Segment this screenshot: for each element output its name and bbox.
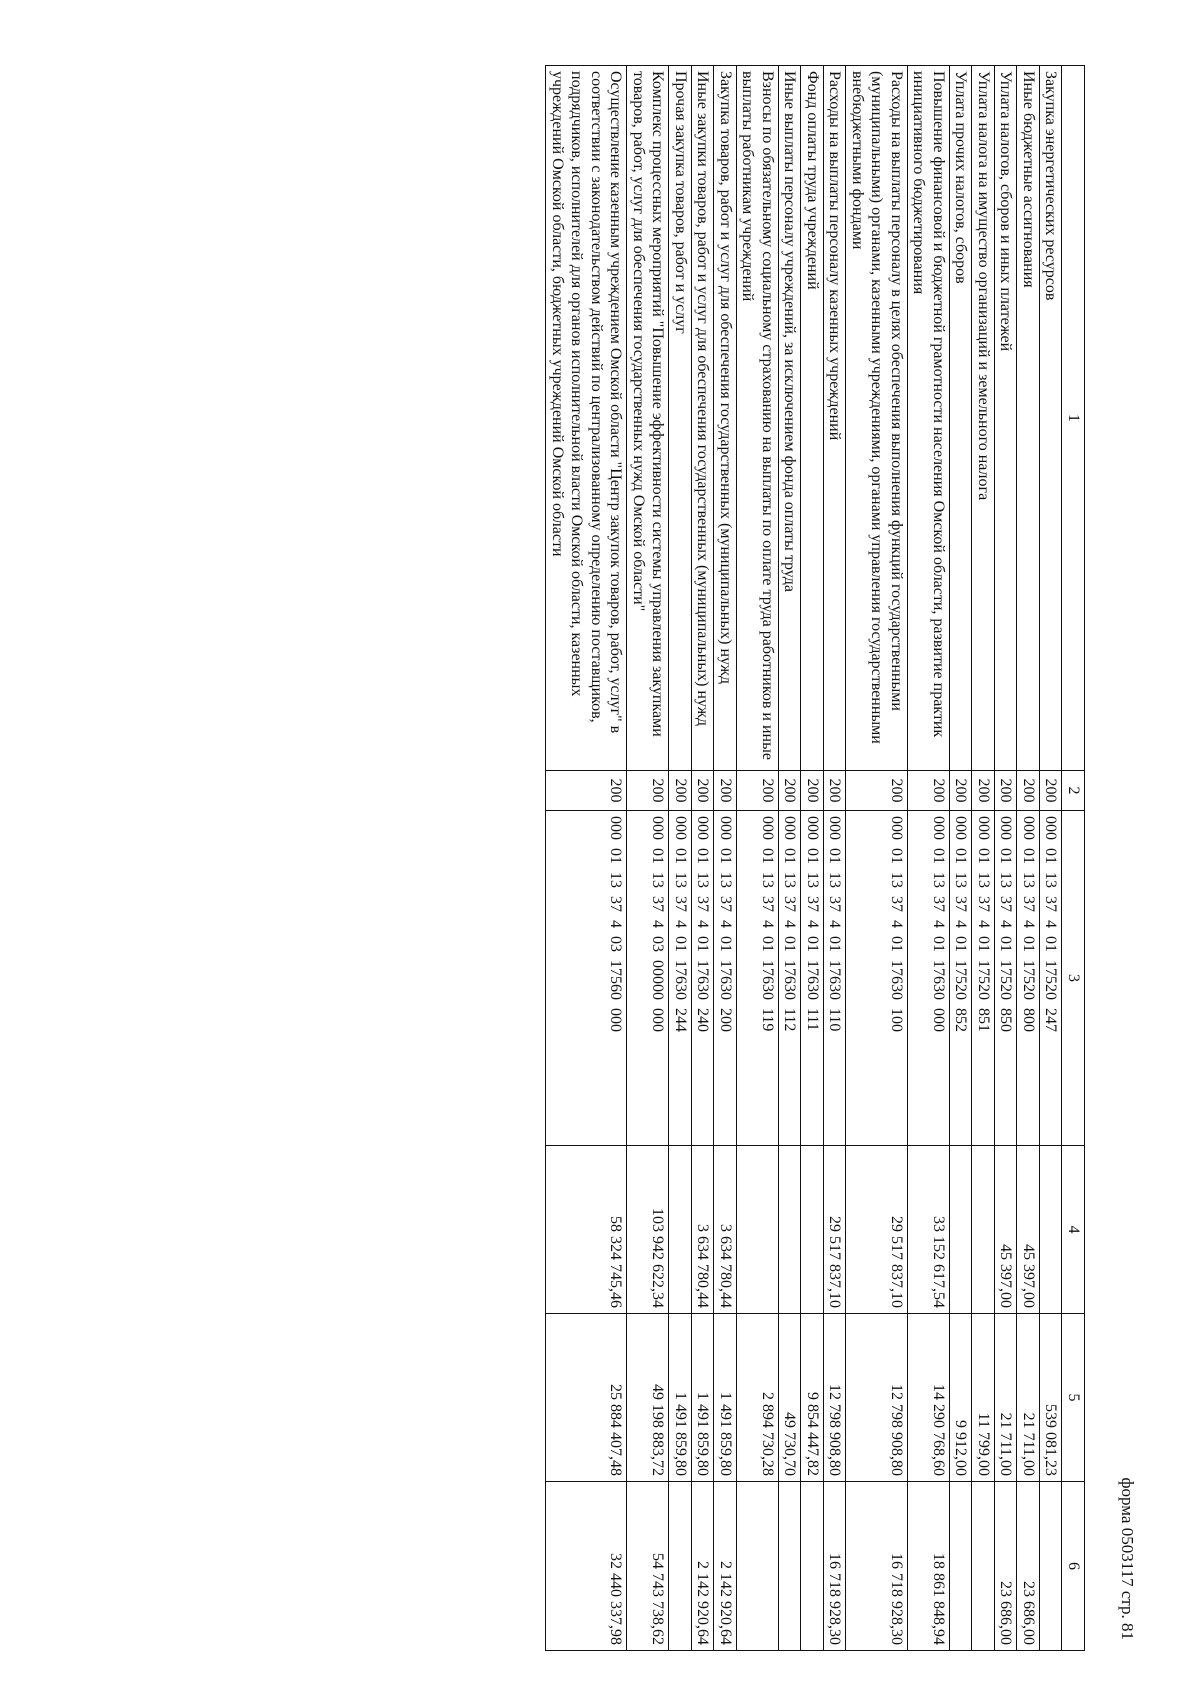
row-kbk: 000 01 13 37 4 01 17630 200	[714, 811, 737, 1146]
row-executed: 1 491 859,80	[669, 1314, 692, 1482]
row-unexecuted: 16 718 928,30	[846, 1482, 908, 1651]
row-unexecuted	[801, 1482, 824, 1651]
row-code: 200	[907, 771, 949, 811]
row-kbk: 000 01 13 37 4 03 17560 000	[546, 811, 627, 1146]
row-name: Осуществление казенным учреждением Омской области "Центр закупок товаров, работ, услуг" в соответствии с законодательством действий по централизованному определению поставщиков, подрядчиков, исполнителей для органов исполнительной власти Омской области, казенных учреждений Омской области, бюджетных учреждений Омской области	[546, 66, 627, 771]
column-header: 4	[1062, 1146, 1085, 1314]
row-code: 200	[778, 771, 801, 811]
row-kbk: 000 01 13 37 4 01 17630 111	[801, 811, 824, 1146]
row-unexecuted: 23 686,00	[1017, 1482, 1040, 1651]
row-kbk: 000 01 13 37 4 01 17630 244	[669, 811, 692, 1146]
row-unexecuted	[949, 1482, 972, 1651]
row-name: Уплата прочих налогов, сборов	[949, 66, 972, 771]
row-name: Иные выплаты персоналу учреждений, за исключением фонда оплаты труда	[778, 66, 801, 771]
table-row	[972, 66, 995, 1651]
row-unexecuted	[1039, 1482, 1062, 1651]
row-code: 200	[823, 771, 846, 811]
row-kbk: 000 01 13 37 4 01 17630 240	[691, 811, 714, 1146]
row-approved: 103 942 622,34	[627, 1146, 669, 1314]
row-kbk: 000 01 13 37 4 01 17630 119	[736, 811, 778, 1146]
row-kbk: 000 01 13 37 4 01 17520 800	[1017, 811, 1040, 1146]
table-row	[949, 66, 972, 1651]
report-table	[545, 65, 1085, 1651]
row-code: 200	[972, 771, 995, 811]
row-executed: 21 711,00	[1017, 1314, 1040, 1482]
row-code: 200	[736, 771, 778, 811]
row-approved	[949, 1146, 972, 1314]
row-code: 200	[691, 771, 714, 811]
row-approved: 58 324 745,46	[546, 1146, 627, 1314]
row-kbk: 000 01 13 37 4 01 17630 110	[823, 811, 846, 1146]
row-name: Расходы на выплаты персоналу казенных учреждений	[823, 66, 846, 771]
row-unexecuted: 16 718 928,30	[823, 1482, 846, 1651]
row-kbk: 000 01 13 37 4 01 17520 852	[949, 811, 972, 1146]
row-approved: 33 152 617,54	[907, 1146, 949, 1314]
row-code: 200	[627, 771, 669, 811]
row-executed: 1 491 859,80	[714, 1314, 737, 1482]
row-name: Прочая закупка товаров, работ и услуг	[669, 66, 692, 771]
table-row	[669, 66, 692, 1651]
row-approved: 29 517 837,10	[846, 1146, 908, 1314]
row-kbk: 000 01 13 37 4 01 17520 850	[994, 811, 1017, 1146]
row-executed: 49 198 883,72	[627, 1314, 669, 1482]
row-code: 200	[1017, 771, 1040, 811]
report-body	[546, 66, 1062, 1651]
row-code: 200	[801, 771, 824, 811]
row-approved: 45 397,00	[994, 1146, 1017, 1314]
row-unexecuted	[972, 1482, 995, 1651]
row-unexecuted: 54 743 738,62	[627, 1482, 669, 1651]
row-executed: 25 884 407,48	[546, 1314, 627, 1482]
column-header: 3	[1062, 811, 1085, 1146]
row-approved	[972, 1146, 995, 1314]
table-row	[846, 66, 908, 1651]
table-row	[994, 66, 1017, 1651]
row-name: Уплата налогов, сборов и иных платежей	[994, 66, 1017, 771]
row-approved: 3 634 780,44	[714, 1146, 737, 1314]
table-row	[1039, 66, 1062, 1651]
row-name: Закупка товаров, работ и услуг для обеспечения государственных (муниципальных) нужд	[714, 66, 737, 771]
table-row	[1017, 66, 1040, 1651]
row-approved	[1039, 1146, 1062, 1314]
row-approved	[801, 1146, 824, 1314]
row-kbk: 000 01 13 37 4 03 00000 000	[627, 811, 669, 1146]
row-kbk: 000 01 13 37 4 01 17630 100	[846, 811, 908, 1146]
row-name: Повышение финансовой и бюджетной грамотности населения Омской области, развитие практик инициативного бюджетирования	[907, 66, 949, 771]
row-kbk: 000 01 13 37 4 01 17630 000	[907, 811, 949, 1146]
row-executed: 1 491 859,80	[691, 1314, 714, 1482]
form-label: форма 0503117 стр. 81	[1118, 1477, 1137, 1640]
row-approved	[736, 1146, 778, 1314]
column-header: 1	[1062, 66, 1085, 771]
column-header: 6	[1062, 1482, 1085, 1651]
row-executed: 2 894 730,28	[736, 1314, 778, 1482]
row-approved: 45 397,00	[1017, 1146, 1040, 1314]
rotated-page	[35, 65, 1137, 1650]
row-code: 200	[994, 771, 1017, 811]
table-row	[778, 66, 801, 1651]
row-code: 200	[546, 771, 627, 811]
row-unexecuted: 23 686,00	[994, 1482, 1017, 1651]
row-approved: 3 634 780,44	[691, 1146, 714, 1314]
row-code: 200	[846, 771, 908, 811]
table-row	[546, 66, 627, 1651]
row-executed: 9 912,00	[949, 1314, 972, 1482]
row-unexecuted: 32 440 337,98	[546, 1482, 627, 1651]
row-executed: 49 730,70	[778, 1314, 801, 1482]
row-name: Иные бюджетные ассигнования	[1017, 66, 1040, 771]
row-name: Комплекс процессных мероприятий "Повышение эффективности системы управления закупками товаров, работ, услуг для обеспечения государственных нужд Омской области"	[627, 66, 669, 771]
row-executed: 11 799,00	[972, 1314, 995, 1482]
table-row	[691, 66, 714, 1651]
row-name: Уплата налога на имущество организаций и земельного налога	[972, 66, 995, 771]
row-kbk: 000 01 13 37 4 01 17520 851	[972, 811, 995, 1146]
row-unexecuted	[736, 1482, 778, 1651]
table-row	[907, 66, 949, 1651]
row-approved: 29 517 837,10	[823, 1146, 846, 1314]
row-code: 200	[669, 771, 692, 811]
row-unexecuted	[778, 1482, 801, 1651]
row-name: Фонд оплаты труда учреждений	[801, 66, 824, 771]
row-name: Взносы по обязательному социальному страхованию на выплаты по оплате труда работников и иные выплаты работникам учреждений	[736, 66, 778, 771]
row-approved	[778, 1146, 801, 1314]
row-approved	[669, 1146, 692, 1314]
row-executed: 14 290 768,60	[907, 1314, 949, 1482]
table-row	[801, 66, 824, 1651]
row-name: Иные закупки товаров, работ и услуг для обеспечения государственных (муниципальных) нужд	[691, 66, 714, 771]
row-code: 200	[949, 771, 972, 811]
table-row	[627, 66, 669, 1651]
table-row	[714, 66, 737, 1651]
row-executed: 21 711,00	[994, 1314, 1017, 1482]
row-unexecuted: 2 142 920,64	[691, 1482, 714, 1651]
row-code: 200	[1039, 771, 1062, 811]
row-executed: 9 854 447,82	[801, 1314, 824, 1482]
column-number-row	[1062, 66, 1085, 1651]
row-code: 200	[714, 771, 737, 811]
column-header: 5	[1062, 1314, 1085, 1482]
row-unexecuted	[669, 1482, 692, 1651]
row-executed: 539 081,23	[1039, 1314, 1062, 1482]
row-unexecuted: 18 861 848,94	[907, 1482, 949, 1651]
row-executed: 12 798 908,80	[823, 1314, 846, 1482]
row-kbk: 000 01 13 37 4 01 17520 247	[1039, 811, 1062, 1146]
row-name: Расходы на выплаты персоналу в целях обеспечения выполнения функций государственными (муниципальными) органами, казенными учреждениями, органами управления государственными внебюджетными фондами	[846, 66, 908, 771]
column-header: 2	[1062, 771, 1085, 811]
table-row	[823, 66, 846, 1651]
row-unexecuted: 2 142 920,64	[714, 1482, 737, 1651]
row-name: Закупка энергетических ресурсов	[1039, 66, 1062, 771]
row-executed: 12 798 908,80	[846, 1314, 908, 1482]
table-row	[736, 66, 778, 1651]
row-kbk: 000 01 13 37 4 01 17630 112	[778, 811, 801, 1146]
